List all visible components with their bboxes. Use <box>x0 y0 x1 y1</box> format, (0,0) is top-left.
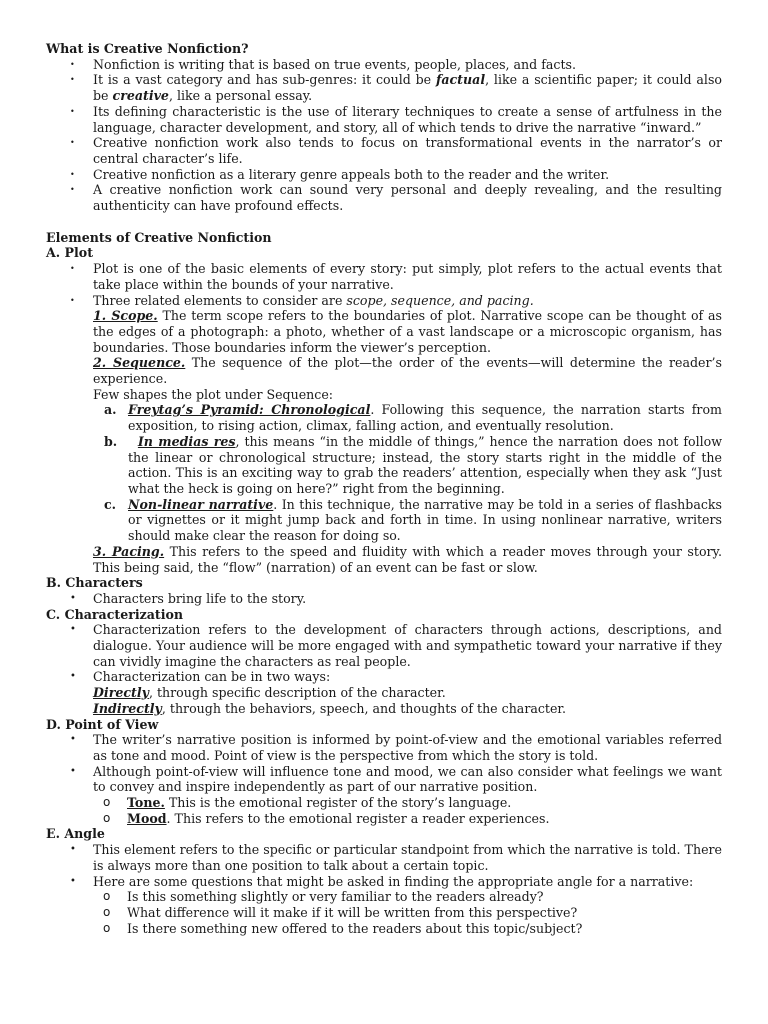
item-text: Is this something slightly or very familiar to the readers already? <box>127 889 544 905</box>
characters-list <box>46 591 722 607</box>
sequence-paragraph <box>93 355 722 386</box>
list-item <box>93 167 722 183</box>
angle-list <box>46 842 722 936</box>
plot-list <box>46 261 722 575</box>
item-text: Plot is one of the basic elements of every story: put simply, plot refers to the actual events that take place within the bounds of your narrative. <box>93 261 722 292</box>
list-item <box>93 57 722 73</box>
heading-plot: A. Plot <box>46 245 94 261</box>
list-item <box>104 496 723 544</box>
list-item <box>127 811 722 827</box>
item-text: Here are some questions that might be asked in finding the appropriate angle for a narrative: <box>93 873 694 889</box>
item-text: Is there something new offered to the readers about this topic/subject? <box>127 920 583 936</box>
pacing-text: This refers to the speed and fluidity with which a reader moves through your story. This being said, the “flow” (narration) of an event can be fast or slow. <box>93 543 722 575</box>
scope-label: 1. Scope. <box>93 308 158 324</box>
section-title-elements: Elements of Creative Nonfiction <box>46 229 272 245</box>
list-item <box>93 72 722 103</box>
item-text: Characterization can be in two ways: <box>93 669 331 685</box>
list-item <box>93 135 722 166</box>
document-page <box>46 41 722 936</box>
pacing-paragraph <box>93 544 722 575</box>
item-text: Nonfiction is writing that is based on true events, people, places, and facts. <box>93 56 576 72</box>
indirectly-line <box>93 701 722 717</box>
list-item <box>93 669 722 716</box>
heading-point-of-view: D. Point of View <box>46 716 159 732</box>
sequence-text: The sequence of the plot—the order of the events—will determine the reader’s experience. <box>93 355 722 387</box>
list-item <box>93 842 722 873</box>
item-text: . This refers to the emotional register a reader experiences. <box>166 810 550 826</box>
directly-line <box>93 685 722 701</box>
item-text: It is a vast category and has sub-genres: it could be <box>93 72 436 88</box>
list-item <box>93 182 722 213</box>
emphasis-creative: creative <box>112 88 169 104</box>
list-item <box>93 622 722 669</box>
angle-questions <box>93 889 722 936</box>
list-item <box>93 874 722 937</box>
tone-label: Tone. <box>127 795 165 811</box>
item-text: Creative nonfiction work also tends to focus on transformational events in the narrator’s or central character’s life. <box>93 135 722 166</box>
emphasis-factual: factual <box>435 72 486 88</box>
section-title-what-is: What is Creative Nonfiction? <box>46 41 249 56</box>
list-item <box>127 905 722 921</box>
list-item <box>127 795 722 811</box>
non-linear-label: Non-linear narrative <box>128 496 274 512</box>
item-text: , this means “in the middle of things,” hence the narration does not follow the linear or chronological structure; instead, the story starts right in the middle of the action. This is an exciting way to grab the readers’ attention, especially when they ask “Just what the heck is going on here?” right from the beginning. <box>128 433 722 496</box>
item-text: This element refers to the specific or particular standpoint from which the narrative is told. There is always more than one position to talk about a certain topic. <box>93 842 722 873</box>
list-item <box>104 433 722 497</box>
item-italic: scope, sequence, and pacing. <box>346 292 534 308</box>
characterization-list <box>46 622 722 716</box>
item-text: Creative nonfiction as a literary genre appeals both to the reader and the writer. <box>93 166 610 182</box>
item-text: , like a scientific paper; it could also be <box>93 72 722 104</box>
directly-label: Directly <box>93 685 149 701</box>
pacing-label: 3. Pacing. <box>93 543 165 559</box>
scope-paragraph <box>93 308 722 355</box>
pov-sublist <box>93 795 722 826</box>
item-text: , through specific description of the character. <box>148 685 446 701</box>
scope-text: The term scope refers to the boundaries of plot. Narrative scope can be thought of as the edges of a photograph: a photo, whether of a vast landscape or a microscopic organism, has boundaries. Those boundaries inform the viewer’s perception. <box>93 308 722 355</box>
heading-angle: E. Angle <box>46 826 105 842</box>
item-text: The writer’s narrative position is informed by point-of-view and the emotional variables referred as tone and mood. Point of view is the perspective from which the story is told. <box>93 732 722 763</box>
item-marker: b. <box>104 433 118 449</box>
list-item <box>93 732 722 763</box>
list-item <box>127 889 722 905</box>
item-marker: a. <box>104 402 117 418</box>
item-text: A creative nonfiction work can sound very personal and deeply revealing, and the resulting authenticity can have profound effects. <box>93 182 722 214</box>
heading-characters: B. Characters <box>46 575 143 591</box>
heading-characterization: C. Characterization <box>46 606 184 622</box>
freytag-label: Freytag’s Pyramid: Chronological <box>128 402 371 418</box>
sequence-shapes-list <box>93 402 722 543</box>
indirectly-label: Indirectly <box>93 700 162 716</box>
item-text: What difference will it make if it will be written from this perspective? <box>127 904 578 920</box>
item-text: This is the emotional register of the story’s language. <box>164 795 512 811</box>
list-item <box>93 764 722 827</box>
item-text: Three related elements to consider are <box>93 292 347 308</box>
item-text: Characters bring life to the story. <box>93 590 307 606</box>
item-text: Although point-of-view will influence tone and mood, we can also consider what feelings we want to convey and inspire independently as part of our narrative position. <box>93 763 722 795</box>
few-shapes-line: Few shapes the plot under Sequence: <box>93 386 334 402</box>
list-item <box>93 261 722 292</box>
sequence-label: 2. Sequence. <box>93 355 186 371</box>
item-text: . Following this sequence, the narration starts from exposition, to rising action, climax, falling action, and eventually resolution. <box>128 402 722 434</box>
pov-list <box>46 732 722 826</box>
item-text: Characterization refers to the development of characters through actions, descriptions, and dialogue. Your audience will be more engaged with and sympathetic toward your narrative if they can vividly imagine the characters as real people. <box>93 622 722 669</box>
item-text: , through the behaviors, speech, and thoughts of the character. <box>161 700 567 716</box>
list-item <box>93 591 722 607</box>
mood-label: Mood <box>127 810 167 826</box>
item-text: , like a personal essay. <box>168 88 313 104</box>
list-item <box>93 104 722 135</box>
in-medias-res-label: In medias res <box>137 433 236 449</box>
definition-list <box>46 57 722 214</box>
list-item <box>93 293 722 576</box>
spacer <box>46 214 722 230</box>
item-marker: c. <box>104 496 117 512</box>
item-text: . In this technique, the narrative may be told in a series of flashbacks or vignettes or it might jump back and forth in time. In using nonlinear narrative, writers should make clear the reason for doing so. <box>128 496 723 544</box>
list-item <box>104 402 722 434</box>
list-item <box>127 921 722 937</box>
item-text: Its defining characteristic is the use of literary techniques to create a sense of artfulness in the language, character development, and story, all of which tends to drive the narrative “inward.” <box>93 103 722 135</box>
